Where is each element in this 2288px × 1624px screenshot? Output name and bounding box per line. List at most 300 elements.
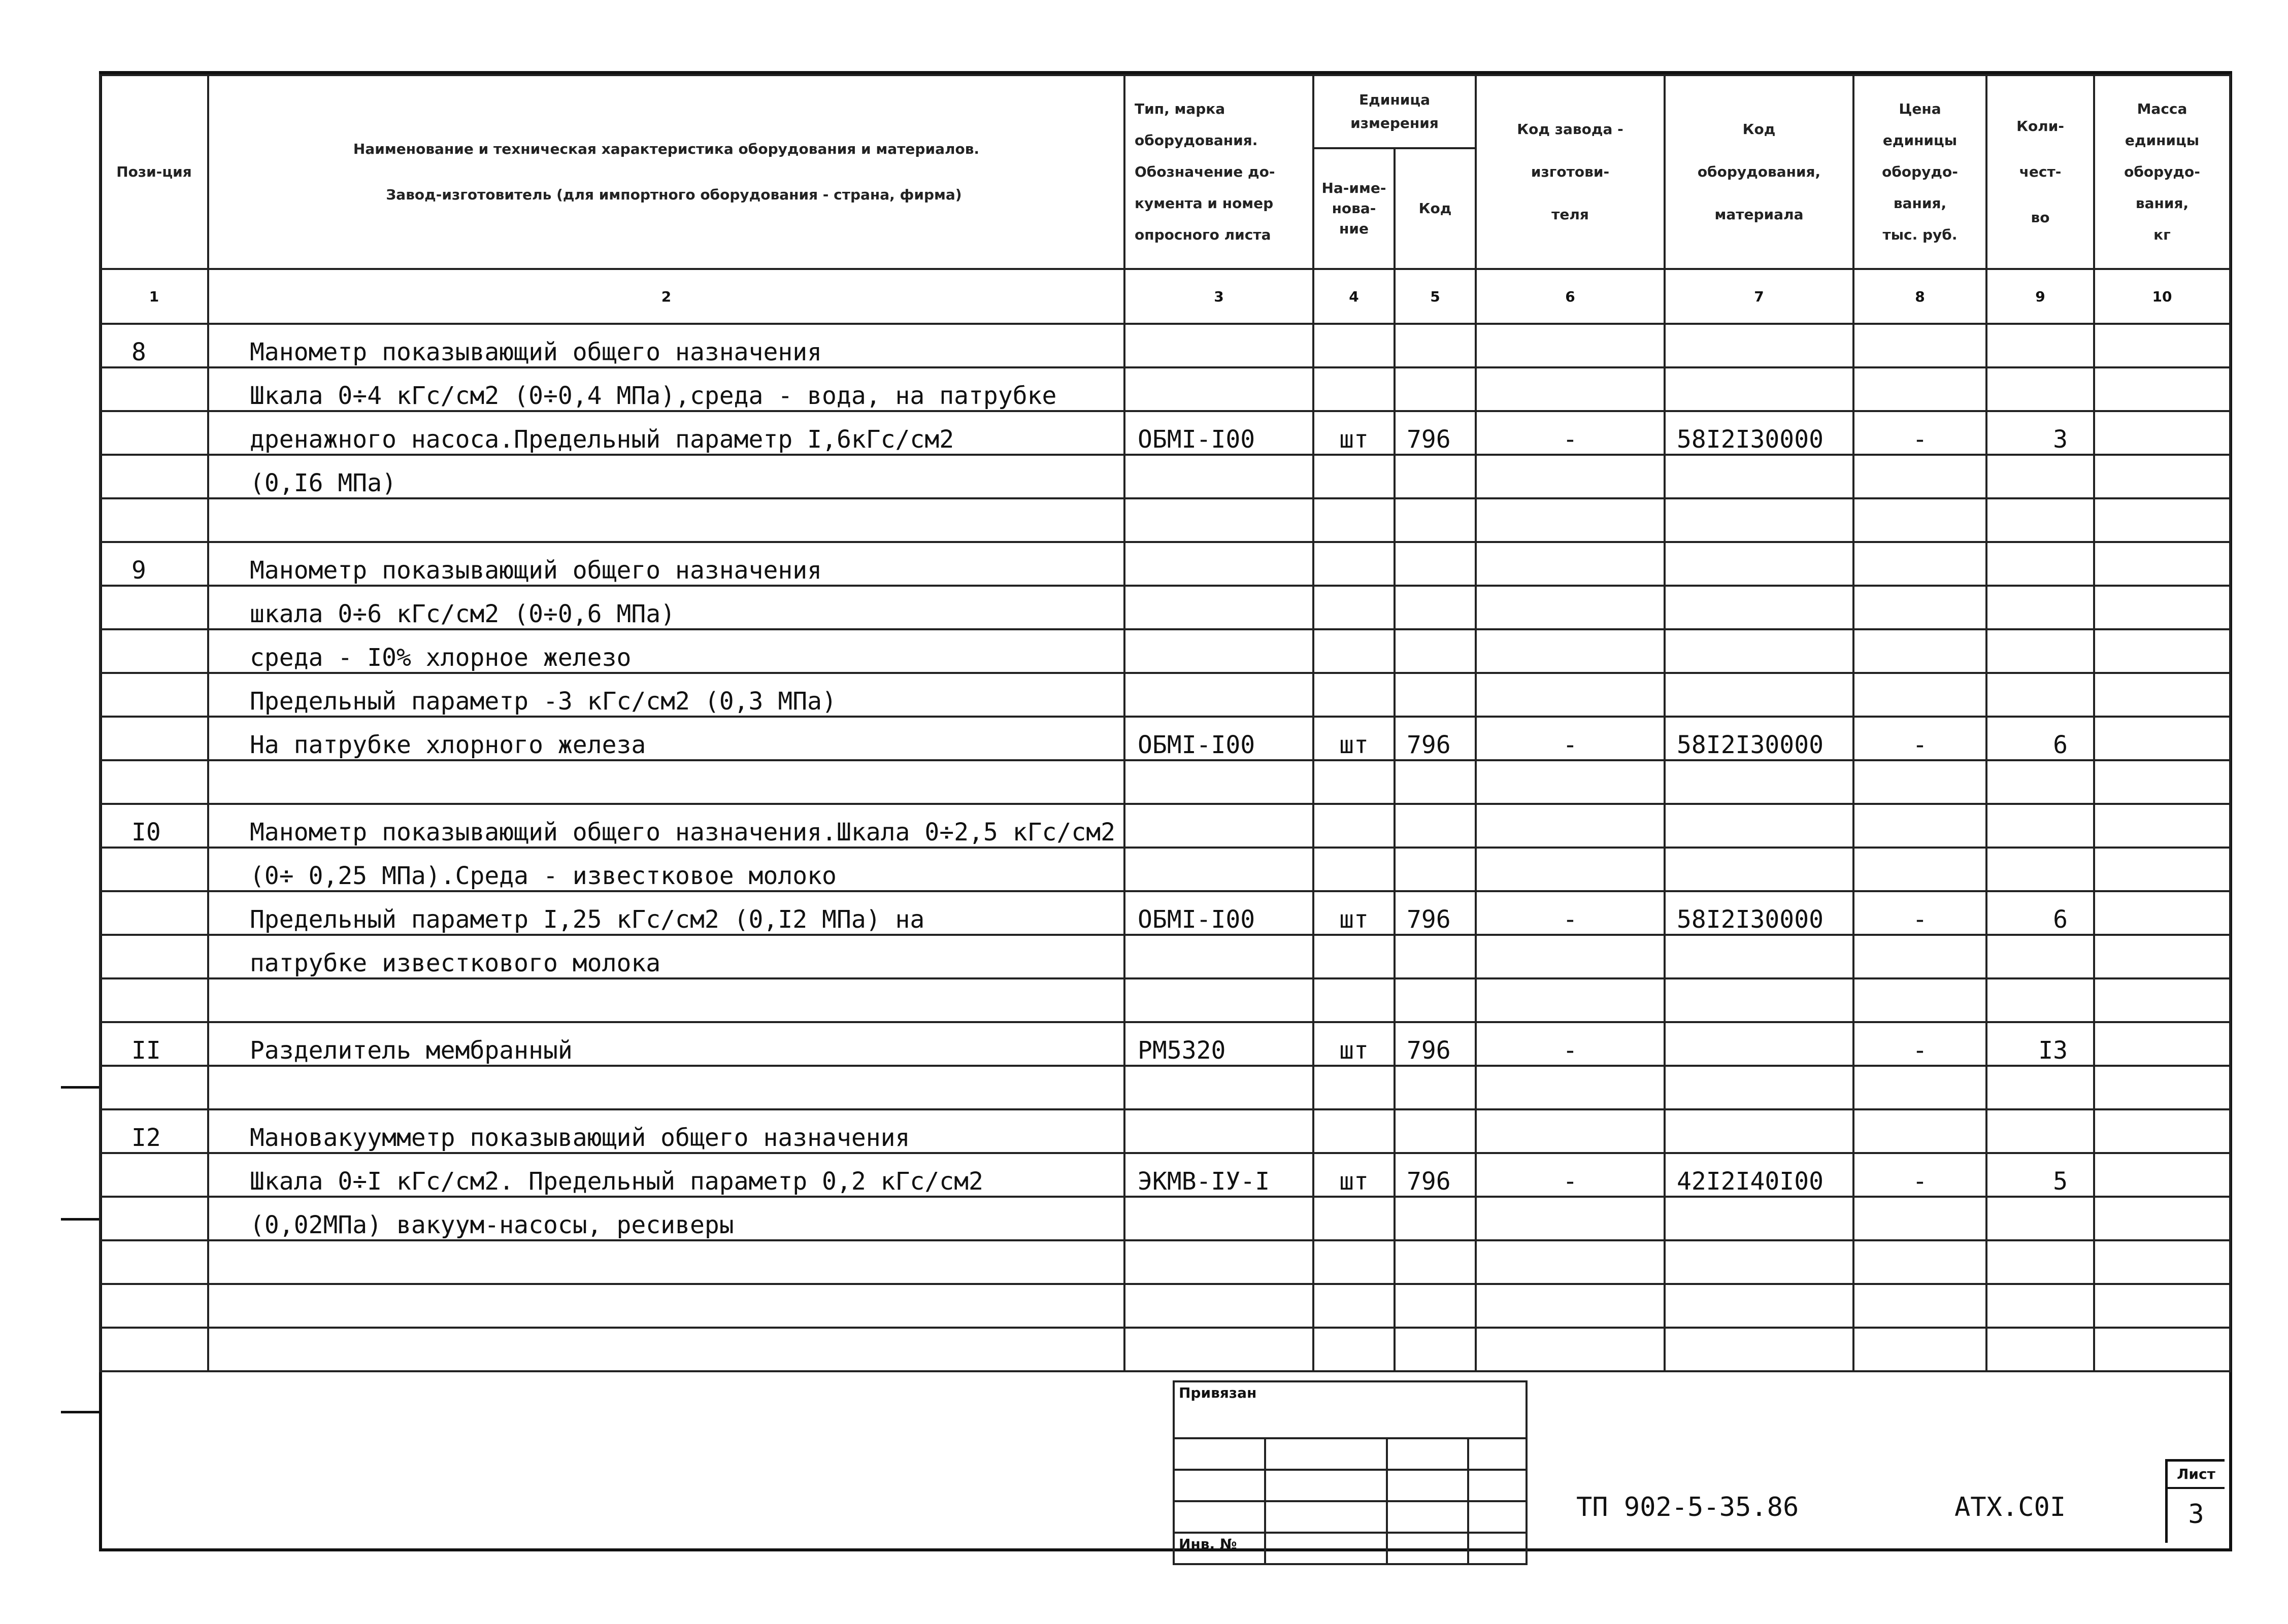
row-name: Манометр показывающий общего назначения (208, 324, 1124, 367)
row-price (1853, 935, 1986, 978)
row-plant-code (1476, 760, 1665, 804)
row-type (1124, 1284, 1313, 1328)
row-quantity (1986, 1328, 2094, 1371)
row-quantity (1986, 935, 2094, 978)
row-mass (2094, 848, 2230, 891)
table-row (100, 498, 2230, 542)
header-name (208, 75, 1124, 269)
row-unit: шт (1313, 717, 1395, 760)
header-type (1124, 75, 1313, 269)
row-price (1853, 673, 1986, 717)
row-unit (1313, 1284, 1395, 1328)
left-margin-tick (61, 1086, 99, 1089)
row-mass (2094, 760, 2230, 804)
row-price (1853, 629, 1986, 673)
row-price (1853, 804, 1986, 848)
row-plant-code (1476, 629, 1665, 673)
header-plant-code (1476, 75, 1665, 269)
header-equip-line2: оборудования, (1697, 163, 1821, 180)
header-type-line5: опросного листа (1135, 226, 1271, 243)
header-mass-line1: Масса (2137, 100, 2187, 117)
row-quantity (1986, 978, 2094, 1022)
row-position: I2 (100, 1109, 208, 1153)
column-number: 5 (1395, 269, 1476, 324)
table-row (100, 1284, 2230, 1328)
row-plant-code (1476, 804, 1665, 848)
row-plant-code (1476, 1240, 1665, 1284)
row-quantity (1986, 324, 2094, 367)
table-row (100, 411, 2230, 455)
row-plant-code (1476, 848, 1665, 891)
row-type: ОБМI-I00 (1124, 891, 1313, 935)
left-margin-tick (61, 1218, 99, 1221)
row-type (1124, 324, 1313, 367)
row-plant-code (1476, 324, 1665, 367)
row-type (1124, 498, 1313, 542)
column-number: 2 (208, 269, 1124, 324)
row-price: - (1853, 1022, 1986, 1066)
row-unit (1313, 324, 1395, 367)
row-price (1853, 542, 1986, 586)
row-price: - (1853, 1153, 1986, 1197)
row-type: ОБМI-I00 (1124, 411, 1313, 455)
row-position (100, 673, 208, 717)
row-unit-code: 796 (1395, 891, 1476, 935)
row-equipment-code (1665, 978, 1853, 1022)
row-name: патрубке известкового молока (208, 935, 1124, 978)
row-price (1853, 367, 1986, 411)
header-mass-line2: единицы (2125, 132, 2200, 149)
row-equipment-code (1665, 1240, 1853, 1284)
table-row (100, 455, 2230, 498)
header-qty-line1: Коли- (2016, 118, 2064, 134)
row-name (208, 1066, 1124, 1109)
row-quantity (1986, 1284, 2094, 1328)
row-quantity: 3 (1986, 411, 2094, 455)
column-number: 8 (1853, 269, 1986, 324)
row-type: РМ5320 (1124, 1022, 1313, 1066)
row-quantity: 6 (1986, 717, 2094, 760)
row-position (100, 455, 208, 498)
document-code: ТП 902-5-35.86 (1576, 1492, 1799, 1522)
row-position: 9 (100, 542, 208, 586)
header-price-line1: Цена (1899, 100, 1941, 117)
row-price (1853, 1197, 1986, 1240)
header-mass-line3: оборудо- (2124, 163, 2200, 180)
row-mass (2094, 411, 2230, 455)
row-price (1853, 498, 1986, 542)
row-price (1853, 848, 1986, 891)
header-unit-name: На-име-нова-ние (1313, 148, 1395, 269)
table-row (100, 586, 2230, 629)
row-type (1124, 760, 1313, 804)
row-price (1853, 1066, 1986, 1109)
row-quantity: 5 (1986, 1153, 2094, 1197)
row-mass (2094, 673, 2230, 717)
row-position (100, 848, 208, 891)
header-type-line4: кумента и номер (1135, 195, 1274, 212)
row-type (1124, 1328, 1313, 1371)
column-number: 3 (1124, 269, 1313, 324)
header-unit-code: Код (1395, 148, 1476, 269)
row-equipment-code (1665, 1109, 1853, 1153)
row-type (1124, 978, 1313, 1022)
row-unit-code (1395, 935, 1476, 978)
row-price (1853, 324, 1986, 367)
row-position (100, 1066, 208, 1109)
row-equipment-code: 58I2I30000 (1665, 891, 1853, 935)
row-name: Предельный параметр I,25 кГс/см2 (0,I2 МПа) на (208, 891, 1124, 935)
row-plant-code (1476, 586, 1665, 629)
row-unit (1313, 455, 1395, 498)
row-type (1124, 1197, 1313, 1240)
row-equipment-code (1665, 848, 1853, 891)
row-unit: шт (1313, 1153, 1395, 1197)
row-equipment-code (1665, 1022, 1853, 1066)
row-plant-code (1476, 1197, 1665, 1240)
row-mass (2094, 1328, 2230, 1371)
row-name: (0,I6 МПа) (208, 455, 1124, 498)
row-unit (1313, 848, 1395, 891)
column-number: 4 (1313, 269, 1395, 324)
row-name: дренажного насоса.Предельный параметр I,6кГс/см2 (208, 411, 1124, 455)
row-type (1124, 542, 1313, 586)
row-equipment-code: 58I2I30000 (1665, 411, 1853, 455)
row-unit-code (1395, 629, 1476, 673)
header-equip-line3: материала (1714, 206, 1804, 223)
row-position (100, 935, 208, 978)
row-mass (2094, 1153, 2230, 1197)
column-number: 6 (1476, 269, 1665, 324)
row-unit-code (1395, 1066, 1476, 1109)
row-position (100, 978, 208, 1022)
row-quantity (1986, 1240, 2094, 1284)
header-price-line5: тыс. руб. (1882, 226, 1958, 243)
row-unit (1313, 367, 1395, 411)
table-row (100, 1066, 2230, 1109)
row-mass (2094, 324, 2230, 367)
row-price (1853, 978, 1986, 1022)
left-margin-tick (61, 1411, 99, 1413)
row-unit (1313, 1197, 1395, 1240)
row-unit (1313, 1328, 1395, 1371)
row-mass (2094, 717, 2230, 760)
row-quantity (1986, 455, 2094, 498)
row-name: Манометр показывающий общего назначения (208, 542, 1124, 586)
row-unit-code (1395, 978, 1476, 1022)
row-quantity (1986, 848, 2094, 891)
row-equipment-code (1665, 760, 1853, 804)
row-position: 8 (100, 324, 208, 367)
header-price-line2: единицы (1882, 132, 1958, 149)
row-unit-code: 796 (1395, 411, 1476, 455)
header-type-line3: Обозначение до- (1135, 163, 1275, 180)
row-unit (1313, 673, 1395, 717)
row-name: Разделитель мембранный (208, 1022, 1124, 1066)
row-name: среда - I0% хлорное железо (208, 629, 1124, 673)
row-unit: шт (1313, 1022, 1395, 1066)
table-row (100, 542, 2230, 586)
header-name-line2: Завод-изготовитель (для импортного оборудования - страна, фирма) (386, 186, 962, 203)
row-position: I0 (100, 804, 208, 848)
header-price-line3: оборудо- (1882, 163, 1958, 180)
row-equipment-code (1665, 542, 1853, 586)
row-unit (1313, 935, 1395, 978)
row-price (1853, 760, 1986, 804)
row-name: Шкала 0÷I кГс/см2. Предельный параметр 0,2 кГс/см2 (208, 1153, 1124, 1197)
row-plant-code (1476, 935, 1665, 978)
row-unit-code (1395, 586, 1476, 629)
row-unit: шт (1313, 411, 1395, 455)
specification-table (99, 74, 2231, 1372)
header-price (1853, 75, 1986, 269)
row-name (208, 498, 1124, 542)
table-row (100, 1022, 2230, 1066)
header-name-line1: Наименование и техническая характеристика оборудования и материалов. (353, 141, 980, 157)
row-quantity (1986, 542, 2094, 586)
row-name (208, 1240, 1124, 1284)
row-mass (2094, 1022, 2230, 1066)
row-position (100, 1197, 208, 1240)
row-unit-code: 796 (1395, 1022, 1476, 1066)
row-mass (2094, 1240, 2230, 1284)
row-mass (2094, 455, 2230, 498)
header-mass (2094, 75, 2230, 269)
row-mass (2094, 367, 2230, 411)
table-row (100, 760, 2230, 804)
row-unit-code (1395, 1240, 1476, 1284)
row-mass (2094, 629, 2230, 673)
row-position (100, 1153, 208, 1197)
column-number: 7 (1665, 269, 1853, 324)
row-quantity (1986, 1197, 2094, 1240)
row-unit-code: 796 (1395, 1153, 1476, 1197)
row-type (1124, 1240, 1313, 1284)
row-price (1853, 1109, 1986, 1153)
row-quantity: 6 (1986, 891, 2094, 935)
stamp-inv-label: Инв. № (1174, 1533, 1265, 1564)
column-number: 9 (1986, 269, 2094, 324)
row-plant-code: - (1476, 891, 1665, 935)
table-row (100, 935, 2230, 978)
column-numbers-row (100, 269, 2230, 324)
row-unit-code (1395, 848, 1476, 891)
row-quantity (1986, 367, 2094, 411)
row-unit (1313, 542, 1395, 586)
row-quantity (1986, 1109, 2094, 1153)
row-plant-code (1476, 1066, 1665, 1109)
header-mass-line4: вания, (2135, 195, 2189, 212)
row-equipment-code (1665, 324, 1853, 367)
row-unit-code (1395, 324, 1476, 367)
row-unit-code (1395, 455, 1476, 498)
row-name: (0,02МПа) вакуум-насосы, ресиверы (208, 1197, 1124, 1240)
row-position (100, 498, 208, 542)
row-quantity (1986, 1066, 2094, 1109)
row-quantity (1986, 586, 2094, 629)
row-unit-code (1395, 1284, 1476, 1328)
row-equipment-code (1665, 804, 1853, 848)
header-price-line4: вания, (1893, 195, 1947, 212)
table-row (100, 629, 2230, 673)
table-row (100, 1197, 2230, 1240)
row-equipment-code (1665, 1066, 1853, 1109)
table-row (100, 717, 2230, 760)
row-equipment-code (1665, 629, 1853, 673)
sheet-number-box (2165, 1459, 2225, 1543)
row-position (100, 411, 208, 455)
row-type: ЭКМВ-IУ-I (1124, 1153, 1313, 1197)
row-position (100, 1240, 208, 1284)
row-equipment-code (1665, 1197, 1853, 1240)
row-position (100, 1284, 208, 1328)
column-number: 1 (100, 269, 208, 324)
row-type (1124, 804, 1313, 848)
row-price (1853, 1240, 1986, 1284)
row-quantity (1986, 673, 2094, 717)
row-unit (1313, 1109, 1395, 1153)
row-mass (2094, 891, 2230, 935)
row-unit-code (1395, 673, 1476, 717)
header-qty-line2: чест- (2019, 163, 2062, 180)
table-row (100, 1328, 2230, 1371)
row-name (208, 1284, 1124, 1328)
row-plant-code: - (1476, 411, 1665, 455)
row-quantity (1986, 760, 2094, 804)
row-mass (2094, 498, 2230, 542)
row-price (1853, 1284, 1986, 1328)
header-plant-line1: Код завода - (1517, 121, 1623, 138)
row-unit-code (1395, 1197, 1476, 1240)
row-name: На патрубке хлорного железа (208, 717, 1124, 760)
table-row (100, 324, 2230, 367)
table-row (100, 1153, 2230, 1197)
header-position: Пози-ция (100, 75, 208, 269)
row-position (100, 629, 208, 673)
sheet-label: Лист (2168, 1462, 2225, 1489)
header-equipment-code (1665, 75, 1853, 269)
row-equipment-code (1665, 935, 1853, 978)
row-equipment-code: 58I2I30000 (1665, 717, 1853, 760)
row-equipment-code (1665, 455, 1853, 498)
row-name: (0÷ 0,25 МПа).Среда - известковое молоко (208, 848, 1124, 891)
row-quantity (1986, 629, 2094, 673)
row-type (1124, 586, 1313, 629)
row-position: II (100, 1022, 208, 1066)
row-unit (1313, 586, 1395, 629)
row-unit-code (1395, 1109, 1476, 1153)
row-unit-code (1395, 542, 1476, 586)
row-equipment-code (1665, 367, 1853, 411)
row-type (1124, 1109, 1313, 1153)
row-position (100, 1328, 208, 1371)
column-number: 10 (2094, 269, 2230, 324)
row-position (100, 586, 208, 629)
row-name: Шкала 0÷4 кГс/см2 (0÷0,4 МПа),среда - вода, на патрубке (208, 367, 1124, 411)
row-name (208, 1328, 1124, 1371)
row-equipment-code: 42I2I40I00 (1665, 1153, 1853, 1197)
row-name (208, 760, 1124, 804)
table-row (100, 1240, 2230, 1284)
row-position (100, 760, 208, 804)
header-equip-line1: Код (1742, 121, 1776, 138)
row-plant-code (1476, 498, 1665, 542)
row-name (208, 978, 1124, 1022)
row-plant-code (1476, 673, 1665, 717)
row-plant-code (1476, 367, 1665, 411)
row-mass (2094, 935, 2230, 978)
row-type (1124, 673, 1313, 717)
row-plant-code: - (1476, 1022, 1665, 1066)
document-mark: АТХ.С0I (1954, 1492, 2066, 1522)
header-quantity (1986, 75, 2094, 269)
row-type (1124, 848, 1313, 891)
row-price (1853, 586, 1986, 629)
table-row (100, 367, 2230, 411)
row-unit (1313, 498, 1395, 542)
sheet-number: 3 (2188, 1499, 2204, 1530)
row-plant-code: - (1476, 717, 1665, 760)
row-position (100, 717, 208, 760)
table-row (100, 673, 2230, 717)
row-unit-code (1395, 760, 1476, 804)
header-type-line2: оборудования. (1135, 132, 1258, 149)
row-position (100, 891, 208, 935)
row-price: - (1853, 411, 1986, 455)
row-plant-code (1476, 1284, 1665, 1328)
row-name: шкала 0÷6 кГс/см2 (0÷0,6 МПа) (208, 586, 1124, 629)
row-equipment-code (1665, 498, 1853, 542)
row-type (1124, 1066, 1313, 1109)
row-plant-code (1476, 1109, 1665, 1153)
header-type-line1: Тип, марка (1135, 100, 1225, 117)
row-quantity: I3 (1986, 1022, 2094, 1066)
row-price (1853, 455, 1986, 498)
row-type (1124, 455, 1313, 498)
row-unit-code (1395, 367, 1476, 411)
header-qty-line3: во (2031, 209, 2050, 226)
row-name: Предельный параметр -3 кГс/см2 (0,3 МПа) (208, 673, 1124, 717)
row-unit (1313, 760, 1395, 804)
row-unit (1313, 804, 1395, 848)
row-mass (2094, 1197, 2230, 1240)
row-unit: шт (1313, 891, 1395, 935)
row-plant-code (1476, 978, 1665, 1022)
row-type (1124, 935, 1313, 978)
row-equipment-code (1665, 673, 1853, 717)
row-mass (2094, 978, 2230, 1022)
row-unit-code (1395, 498, 1476, 542)
header-unit-group: Единица измерения (1313, 75, 1476, 148)
row-mass (2094, 586, 2230, 629)
row-position (100, 367, 208, 411)
row-plant-code (1476, 1328, 1665, 1371)
table-row (100, 848, 2230, 891)
row-equipment-code (1665, 1284, 1853, 1328)
row-mass (2094, 804, 2230, 848)
row-unit (1313, 1240, 1395, 1284)
row-price: - (1853, 891, 1986, 935)
row-price (1853, 1328, 1986, 1371)
row-equipment-code (1665, 586, 1853, 629)
row-unit (1313, 1066, 1395, 1109)
row-name: Манометр показывающий общего назначения.Шкала 0÷2,5 кГс/см2 (208, 804, 1124, 848)
row-unit-code: 796 (1395, 717, 1476, 760)
row-equipment-code (1665, 1328, 1853, 1371)
row-quantity (1986, 804, 2094, 848)
stamp-attached-label: Привязан (1174, 1381, 1527, 1438)
row-quantity (1986, 498, 2094, 542)
